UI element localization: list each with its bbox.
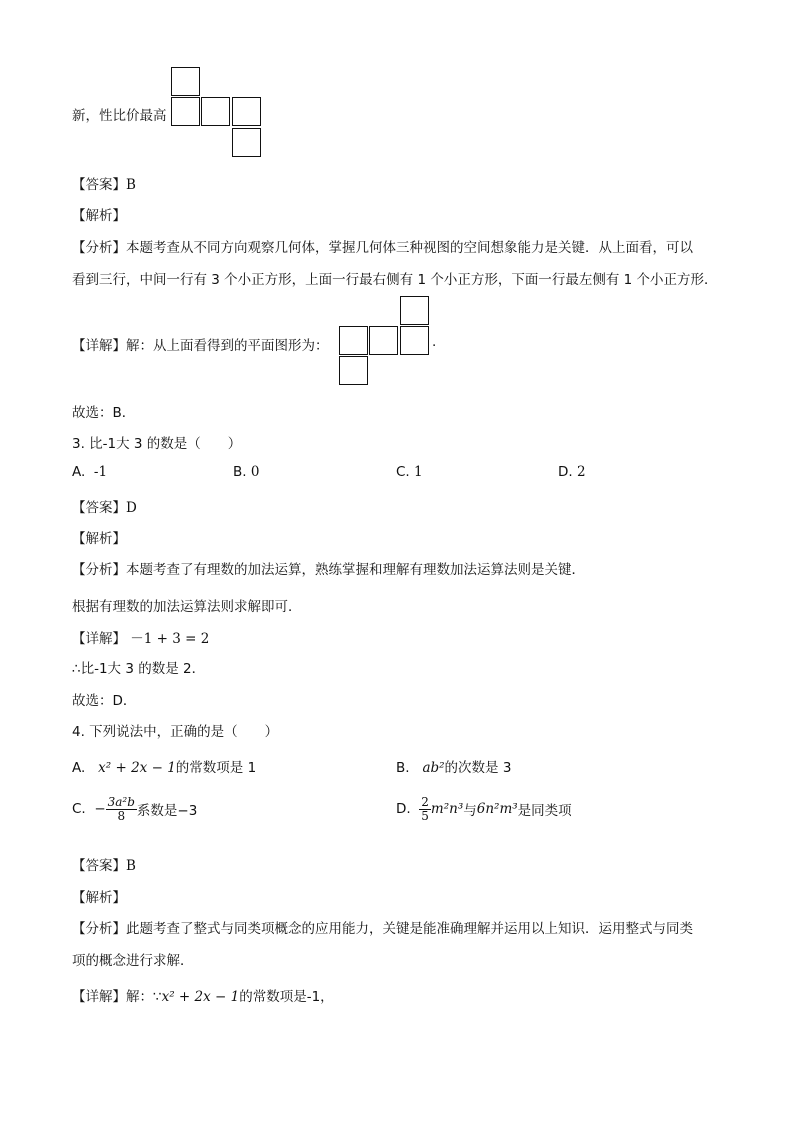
- option-letter: A.: [72, 760, 86, 776]
- q4-option-b: [396, 756, 511, 776]
- view-square: [400, 296, 429, 325]
- net-square: [171, 97, 200, 126]
- q2-conclusion: 故选：B．: [72, 405, 136, 421]
- option-letter: D.: [396, 801, 411, 818]
- detail-expr: －1 + 3 = 2: [130, 631, 210, 647]
- detail-label: 【详解】: [72, 989, 126, 1005]
- option-letter: D.: [558, 464, 573, 480]
- q3-analysis-label: 【解析】: [72, 531, 126, 547]
- option-letter: B.: [396, 760, 410, 776]
- option-math: m²n³: [430, 801, 464, 818]
- net-square: [171, 67, 200, 96]
- net-square: [201, 97, 230, 126]
- detail-math: x² + 2x − 1: [161, 989, 240, 1005]
- option-text: -1: [93, 464, 108, 480]
- fraction: [106, 796, 137, 822]
- q4-detail: [72, 985, 334, 1005]
- option-text: 的常数项是 1: [175, 760, 257, 776]
- fraction-denominator: 5: [421, 808, 429, 823]
- answer-value: D: [126, 500, 137, 516]
- view-square: [400, 326, 429, 355]
- q2-fenxi-line2: 看到三行，中间一行有 3 个小正方形，上面一行最右侧有 1 个小正方形，下面一行最左侧有 1 个小正方形．: [72, 272, 718, 288]
- q4-fenxi-line2: 项的概念进行求解．: [72, 953, 194, 969]
- fenxi-text: 本题考查了有理数的加法运算，熟练掌握和理解有理数加法运算法则是关键．: [126, 562, 585, 578]
- option-text: 1: [414, 464, 423, 480]
- option-text: 是同类项: [517, 803, 572, 820]
- q3-conclusion: 故选：D．: [72, 693, 137, 709]
- q2-detail-end: .: [432, 334, 437, 350]
- detail-label: 【详解】: [72, 338, 126, 354]
- answer-label: 【答案】: [72, 500, 126, 516]
- option-math: 6n²m³: [476, 801, 518, 818]
- q4-fenxi-line1: [72, 917, 693, 937]
- q2-fenxi-line1: [72, 236, 693, 256]
- detail-text: 解：从上面看得到的平面图形为：: [126, 338, 329, 354]
- view-square: [339, 326, 368, 355]
- option-letter: B.: [233, 464, 247, 480]
- detail-prefix: 解：∵: [126, 989, 162, 1005]
- q3-detail: [72, 627, 209, 647]
- view-square: [369, 326, 398, 355]
- q2-detail: [72, 334, 329, 354]
- q3-answer: [72, 496, 137, 516]
- q4-option-a: [72, 756, 256, 776]
- q4-option-c: [72, 796, 197, 822]
- net-square: [232, 128, 261, 157]
- minus-sign: −: [94, 801, 106, 818]
- option-text: 0: [250, 464, 260, 480]
- q4-stem: 4. 下列说法中，正确的是（ ）: [72, 724, 279, 740]
- option-d: [558, 464, 586, 480]
- fenxi-label: 【分析】: [72, 562, 126, 578]
- fenxi-text: 本题考查从不同方向观察几何体，掌握几何体三种视图的空间想象能力是关键．从上面看，可以: [126, 240, 693, 256]
- option-text: 的次数是 3: [444, 760, 512, 776]
- option-c: [396, 464, 423, 480]
- fraction-numerator: 2: [421, 795, 429, 809]
- answer-value: B: [126, 858, 136, 874]
- option-text: 2: [576, 464, 586, 480]
- option-b: [233, 464, 259, 480]
- option-math: ab²: [422, 760, 445, 776]
- top-text: 新，性比价最高: [72, 108, 167, 124]
- answer-label: 【答案】: [72, 858, 126, 874]
- view-square: [339, 356, 368, 385]
- fraction: [419, 796, 431, 822]
- fenxi-label: 【分析】: [72, 921, 126, 937]
- q4-analysis-label: 【解析】: [72, 890, 126, 906]
- q2-analysis-label: 【解析】: [72, 208, 126, 224]
- option-letter: A.: [72, 464, 86, 480]
- answer-label: 【答案】: [72, 177, 126, 193]
- detail-text: 的常数项是-1，: [239, 989, 334, 1005]
- q3-stem: 3. 比-1大 3 的数是（ ）: [72, 436, 242, 452]
- fenxi-text: 此题考查了整式与同类项概念的应用能力，关键是能准确理解并运用以上知识．运用整式与同类: [126, 921, 693, 937]
- answer-value: B: [126, 177, 136, 193]
- q3-therefore: ∴比-1大 3 的数是 2．: [72, 661, 206, 677]
- option-letter: C.: [396, 464, 410, 480]
- q4-answer: [72, 854, 136, 874]
- option-text: 系数是−3: [136, 803, 198, 820]
- q4-option-d: [396, 796, 572, 822]
- fenxi-label: 【分析】: [72, 240, 126, 256]
- q2-answer: [72, 173, 136, 193]
- option-connector: 与: [463, 803, 477, 820]
- net-square: [232, 97, 261, 126]
- option-letter: C.: [72, 801, 86, 818]
- option-math: x² + 2x − 1: [98, 760, 176, 776]
- detail-label: 【详解】: [72, 631, 126, 647]
- q3-fenxi: [72, 558, 585, 578]
- q3-rule: 根据有理数的加法运算法则求解即可．: [72, 599, 302, 615]
- fraction-denominator: 8: [117, 808, 126, 823]
- fraction-numerator: 3a²b: [107, 795, 135, 809]
- option-a: [72, 464, 107, 480]
